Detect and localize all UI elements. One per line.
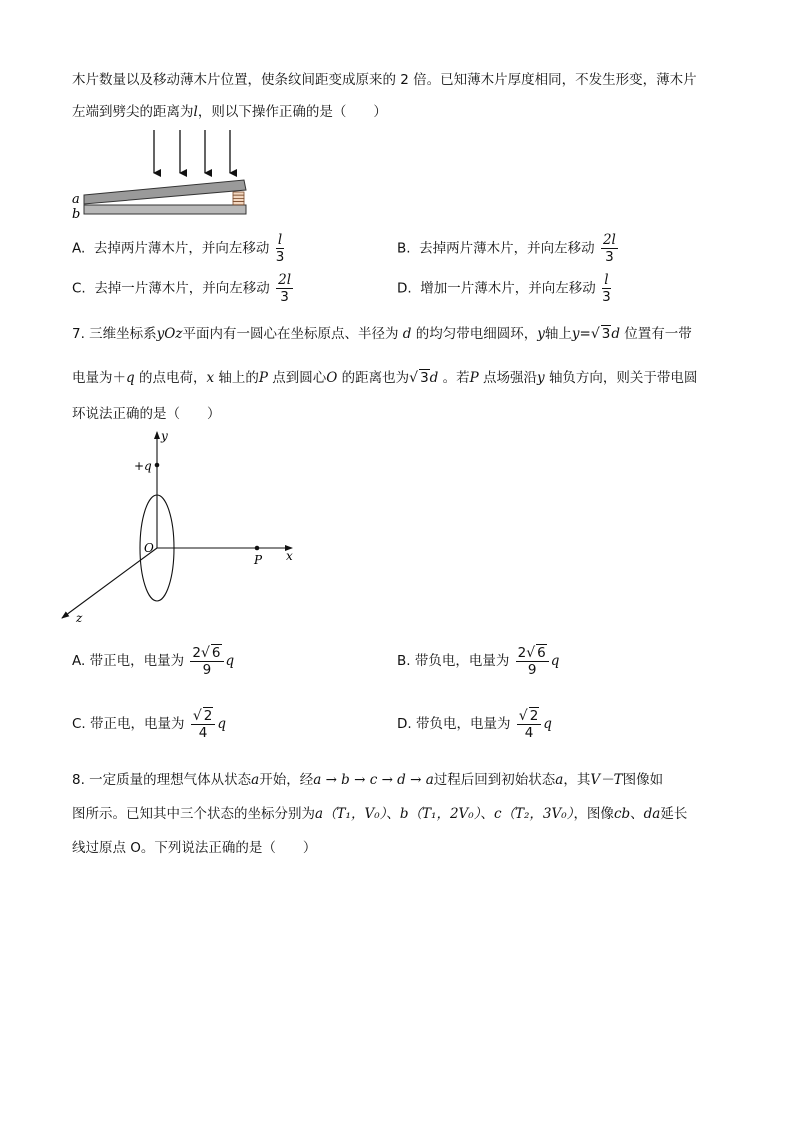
q6-option-a[interactable]: A. 去掉两片薄木片，并向左移动 $\frac{l}{3}$: [72, 232, 285, 265]
q6-option-c[interactable]: C. 去掉一片薄木片，并向左移动 $\frac{2l}{3}$: [72, 272, 292, 305]
point-charge: [155, 463, 160, 468]
fraction: $\frac{√ 2}{4}$: [191, 707, 216, 741]
q8-line3: 线过原点 O。下列说法正确的是（ ）: [72, 840, 317, 856]
q7-line2: 电量为＋q 的点电荷，x 轴上的P 点到圆心O 的距离也为√ 3d 。若P 点场强沿y 轴负方向，则关于带电圆: [72, 370, 698, 386]
fraction: $\frac{l}{3}$: [275, 232, 285, 265]
q7-option-b[interactable]: B. 带负电，电量为 $\frac{2√ 6}{9}$ q: [397, 645, 560, 678]
svg-text:y: y: [161, 429, 168, 443]
svg-text:z: z: [76, 611, 83, 625]
q6-option-d[interactable]: D. 增加一片薄木片，并向左移动 $\frac{l}{3}$: [397, 272, 611, 305]
glass-plate-b: [84, 205, 246, 214]
q7-option-a[interactable]: A. 带正电，电量为 $\frac{2√ 6}{9}$ q: [72, 645, 235, 678]
fraction: $\frac{l}{3}$: [602, 272, 611, 305]
point-p: [255, 546, 260, 551]
glass-plate-a: [84, 180, 246, 204]
fraction: $\frac{2l}{3}$: [278, 272, 292, 305]
fraction: $\frac{2√ 6}{9}$: [190, 644, 223, 678]
fraction: $\frac{2l}{3}$: [602, 232, 616, 265]
q6-option-b[interactable]: B. 去掉两片薄木片，并向左移动 $\frac{2l}{3}$: [397, 232, 616, 265]
label-a: a: [72, 192, 80, 207]
label-b: b: [72, 207, 81, 222]
svg-text:P: P: [254, 553, 263, 567]
q7-option-c[interactable]: C. 带正电，电量为 $\frac{√ 2}{4}$ q: [72, 708, 226, 741]
q7-line1: 7. 三维坐标系yOz平面内有一圆心在坐标原点、半径为 d 的均匀带电细圆环，y轴上y=√ 3d 位置有一带: [72, 326, 692, 342]
q7-line3: 环说法正确的是（ ）: [72, 406, 221, 422]
q6-line1: 木片数量以及移动薄木片位置，使条纹间距变成原来的 2 倍。已知薄木片厚度相同，不发生形变，薄木片: [72, 72, 697, 88]
z-axis: [62, 548, 157, 618]
q7-option-d[interactable]: D. 带负电，电量为 $\frac{√ 2}{4}$ q: [397, 708, 552, 741]
svg-text:O: O: [144, 541, 154, 555]
svg-text:+q: +q: [134, 459, 152, 473]
thin-wood-shims: [233, 192, 244, 205]
q6-line2: 左端到劈尖的距离为l，则以下操作正确的是（ ）: [72, 104, 387, 120]
fraction: $\frac{√ 2}{4}$: [517, 707, 542, 741]
ring-axes-figure: [60, 428, 310, 628]
wedge-figure: [68, 125, 258, 225]
q8-line1: 8. 一定质量的理想气体从状态a开始，经a → b → c → d → a过程后回到初始状态a，其V－T图像如: [72, 772, 664, 788]
fraction: $\frac{2√ 6}{9}$: [516, 644, 549, 678]
q8-line2: 图所示。已知其中三个状态的坐标分别为a（T₁，V₀）、b（T₁，2V₀）、c（T₂，3V₀），图像cb、da延长: [72, 806, 688, 822]
light-arrows: [154, 130, 230, 173]
svg-text:x: x: [286, 549, 293, 563]
